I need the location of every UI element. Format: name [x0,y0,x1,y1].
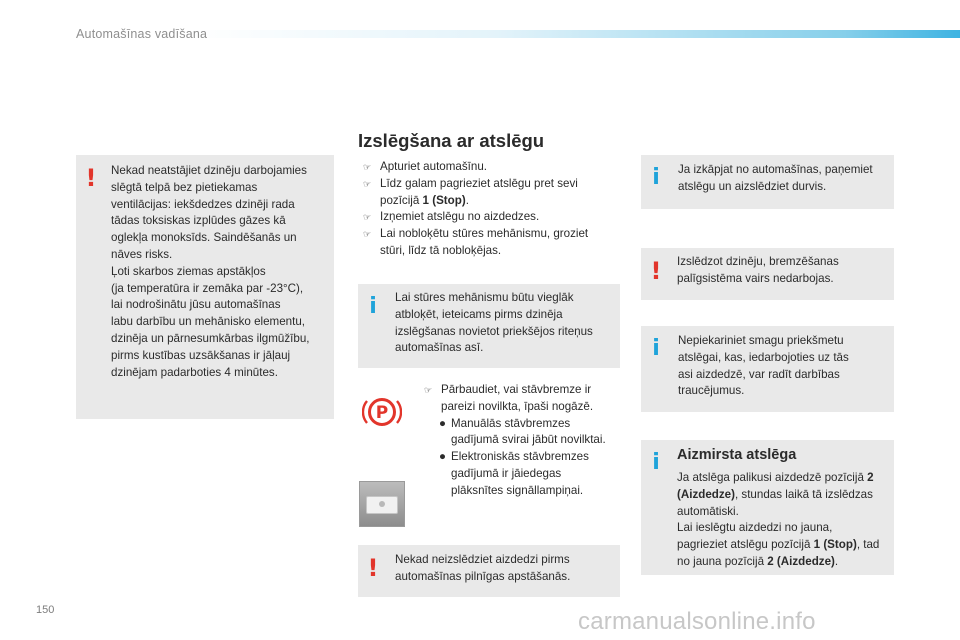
pointing-hand-icon: ☞ [363,212,372,223]
ignition-warning-text: Nekad neizslēdziet aizdedzi pirms automašīnas pilnīgas apstāšanās. [395,553,571,583]
bullet-icon: ● [439,450,447,464]
brake-warning-text: Izslēdzot dzinēju, bremzēšanas palīgsistēma vairs nedarbojas. [677,255,839,285]
header-accent-bar [190,30,960,38]
forgotten-key-title: Aizmirsta atslēga [677,447,797,463]
info-icon: i [652,336,660,361]
parking-letter: P [375,403,389,423]
step-item: ☞ Pārbaudiet, vai stāvbremze ir pareizi novilkta, īpaši nogāzē. [424,383,594,413]
brake-warning-box [641,248,894,300]
bullet-list [423,416,628,500]
pointing-hand-icon: ☞ [424,385,433,395]
info-icon: i [652,450,660,475]
exit-info-text: Ja izkāpjat no automašīnas, paņemiet atslēgu un aizslēdziet durvis. [678,163,873,193]
step-item: ☞ Apturiet automašīnu. [362,159,630,176]
exit-info-box [641,155,894,209]
switch-led [379,501,385,507]
pointing-hand-icon: ☞ [363,229,372,240]
watermark: carmanualsonline.info [578,608,816,635]
key-weight-info-box [641,326,894,412]
pointing-hand-icon: ☞ [363,162,372,172]
engine-warning-box [76,155,334,419]
electric-brake-switch-image [359,481,405,527]
bullet-icon: ● [439,416,447,430]
list-item: ● Elektroniskās stāvbremzes gadījumā ir jāiedegas plāksnītes signāllampiņai. [439,450,589,497]
steering-info-box [358,284,620,368]
switch-housing [366,496,398,514]
warning-icon: ! [650,257,662,285]
forgotten-key-text: Ja atslēga palikusi aizdedzē pozīcijā 2 (Aizdedze), stundas laikā tā izslēdzas automātiski. Lai ieslēgtu aizdedzi no jauna, pagrieziet atslēgu pozīcijā 1 (Stop), tad no jauna pozīcijā 2 (Aizdedze). [677,471,880,568]
engine-warning-text: Nekad neatstājiet dzinēju darbojamies slēgtā telpā bez pietiekamas ventilācijas: iekšdedzes dzinēji rada tādas toksiskas izplūdes gāzes kā oglekļa monoksīds. Saindēšanās un nāves risks. Ļoti skarbos ziemas apstākļos (ja temperatūra ir zemāka par -23°C), lai nodrošinātu jūsu automašīnas labu darbību un mehānisko elementu, dzinēja un pārnesumkārbas ilgmūžību, pirms kustības uzsākšanas ir jāļauj dzinējam padarboties 4 minūtes. [111,164,310,379]
header [0,0,960,46]
warning-icon: ! [85,164,97,192]
parking-brake-icon [362,392,402,432]
info-icon: i [652,165,660,190]
page-title: Izslēgšana ar atslēgu [358,130,545,151]
list-item: ● Manuālās stāvbremzes gadījumā svirai jābūt novilktai. [439,416,606,447]
steering-info-text: Lai stūres mehānismu būtu vieglāk atbloķēt, ieteicams pirms dzinēja izslēgšanas novietot priekšējos riteņus automašīnas asī. [395,291,593,355]
parking-brake-check [423,382,628,500]
step-item: ☞ Līdz galam pagrieziet atslēgu pret sevi pozīcijā 1 (Stop). [363,176,578,207]
page-number: 150 [36,604,55,616]
pointing-hand-icon: ☞ [363,178,372,189]
info-icon: i [369,294,377,319]
key-weight-info-text: Nepiekariniet smagu priekšmetu atslēgai, kas, iedarbojoties uz tās asi aizdedzē, var radīt darbības traucējumus. [678,334,849,398]
step-item: ☞ Lai nobloķētu stūres mehānismu, groziet stūri, līdz tā nobloķējas. [363,227,589,257]
warning-icon: ! [367,554,379,582]
shutdown-steps [362,159,630,260]
ignition-warning-box [358,545,620,597]
step-item: ☞ Izņemiet atslēgu no aizdedzes. [362,209,630,226]
chapter-title: Automašīnas vadīšana [76,27,208,41]
